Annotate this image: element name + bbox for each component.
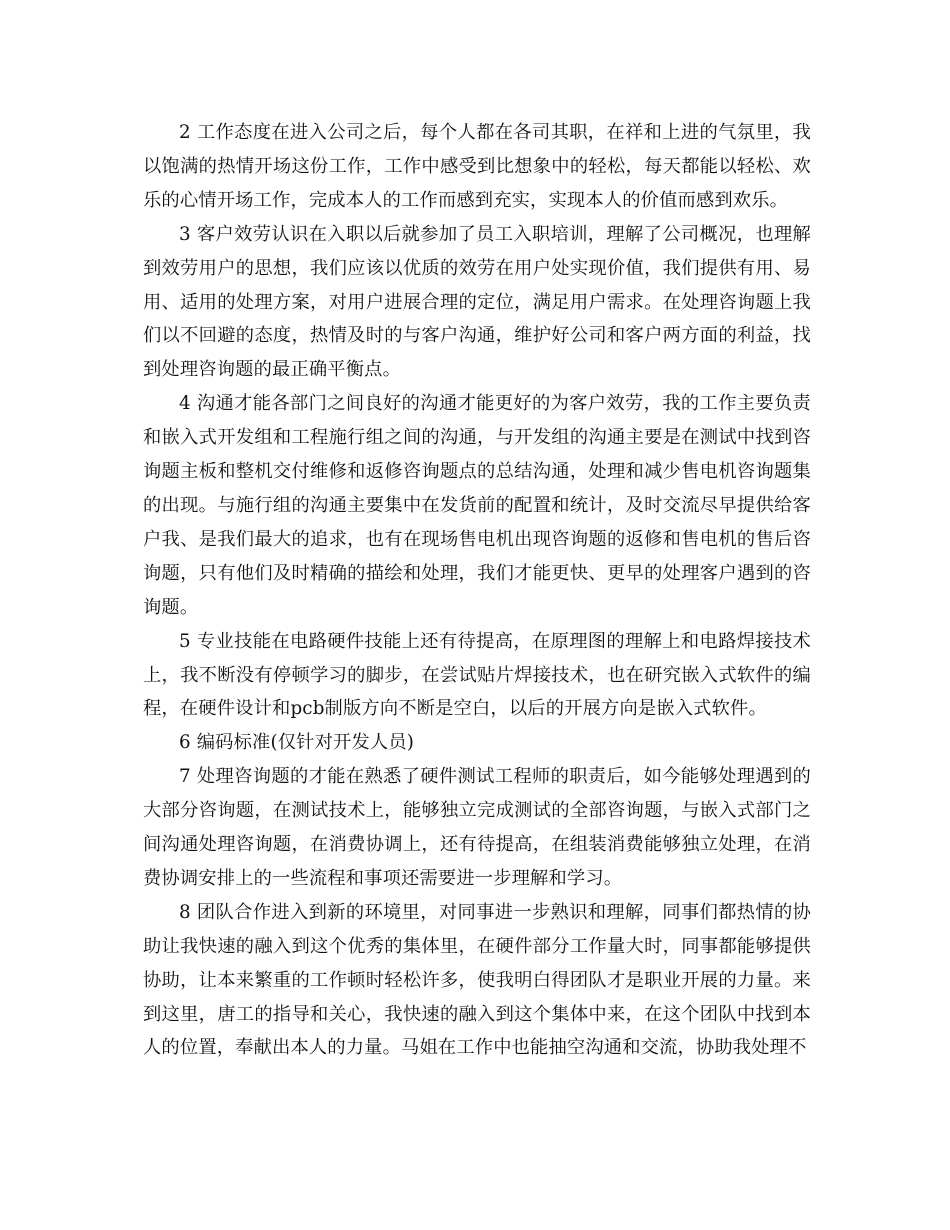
- paragraph-customer-service: 3 客户效劳认识在入职以后就参加了员工入职培训，理解了公司概况，也理解到效劳用户的思想，我们应该以优质的效劳在用户处实现价值，我们提供有用、易用、适用的处理方案，对用户进展合理的定位，满足用户需求。在处理咨询题上我们以不回避的态度，热情及时的与客户沟通，维护好公司和客户两方面的利益，找到处理咨询题的最正确平衡点。: [143, 223, 811, 381]
- document-body: [143, 116, 811, 1065]
- paragraph-coding-standards: 6 编码标准(仅针对开发人员): [179, 732, 415, 754]
- paragraph-work-attitude: 2 工作态度在进入公司之后，每个人都在各司其职，在祥和上进的气氛里，我以饱满的热情开场这份工作，工作中感受到比想象中的轻松，每天都能以轻松、欢乐的心情开场工作，完成本人的工作而感到充实，实现本人的价值而感到欢乐。: [143, 122, 811, 211]
- paragraph-teamwork: 8 团队合作进入到新的环境里，对同事进一步熟识和理解，同事们都热情的协助让我快速的融入到这个优秀的集体里，在硬件部分工作量大时，同事都能够提供协助，让本来繁重的工作顿时轻松许多，使我明白得团队才是职业开展的力量。来到这里，唐工的指导和关心，我快速的融入到这个集体中来，在这个团队中找到本人的位置，奉献出本人的力量。马姐在工作中也能抽空沟通和交流，协助我处理不: [143, 901, 811, 1059]
- paragraph-problem-solving: 7 处理咨询题的才能在熟悉了硬件测试工程师的职责后，如今能够处理遇到的大部分咨询题，在测试技术上，能够独立完成测试的全部咨询题，与嵌入式部门之间沟通处理咨询题，在消费协调上，还有待提高，在组装消费能够独立处理，在消费协调安排上的一些流程和事项还需要进一步理解和学习。: [143, 766, 811, 889]
- paragraph-communication: 4 沟通才能各部门之间良好的沟通才能更好的为客户效劳，我的工作主要负责和嵌入式开发组和工程施行组之间的沟通，与开发组的沟通主要是在测试中找到咨询题主板和整机交付维修和返修咨询题点的总结沟通，处理和减少售电机咨询题集的出现。与施行组的沟通主要集中在发货前的配置和统计，及时交流尽早提供给客户我、是我们最大的追求，也有在现场售电机出现咨询题的返修和售电机的售后咨询题，只有他们及时精确的描绘和处理，我们才能更快、更早的处理客户遇到的咨询题。: [143, 393, 811, 618]
- paragraph-professional-skills: 5 专业技能在电路硬件技能上还有待提高，在原理图的理解上和电路焊接技术上，我不断没有停顿学习的脚步，在尝试贴片焊接技术，也在研究嵌入式软件的编程，在硬件设计和pcb制版方向不断是空白，以后的开展方向是嵌入式软件。: [143, 630, 811, 720]
